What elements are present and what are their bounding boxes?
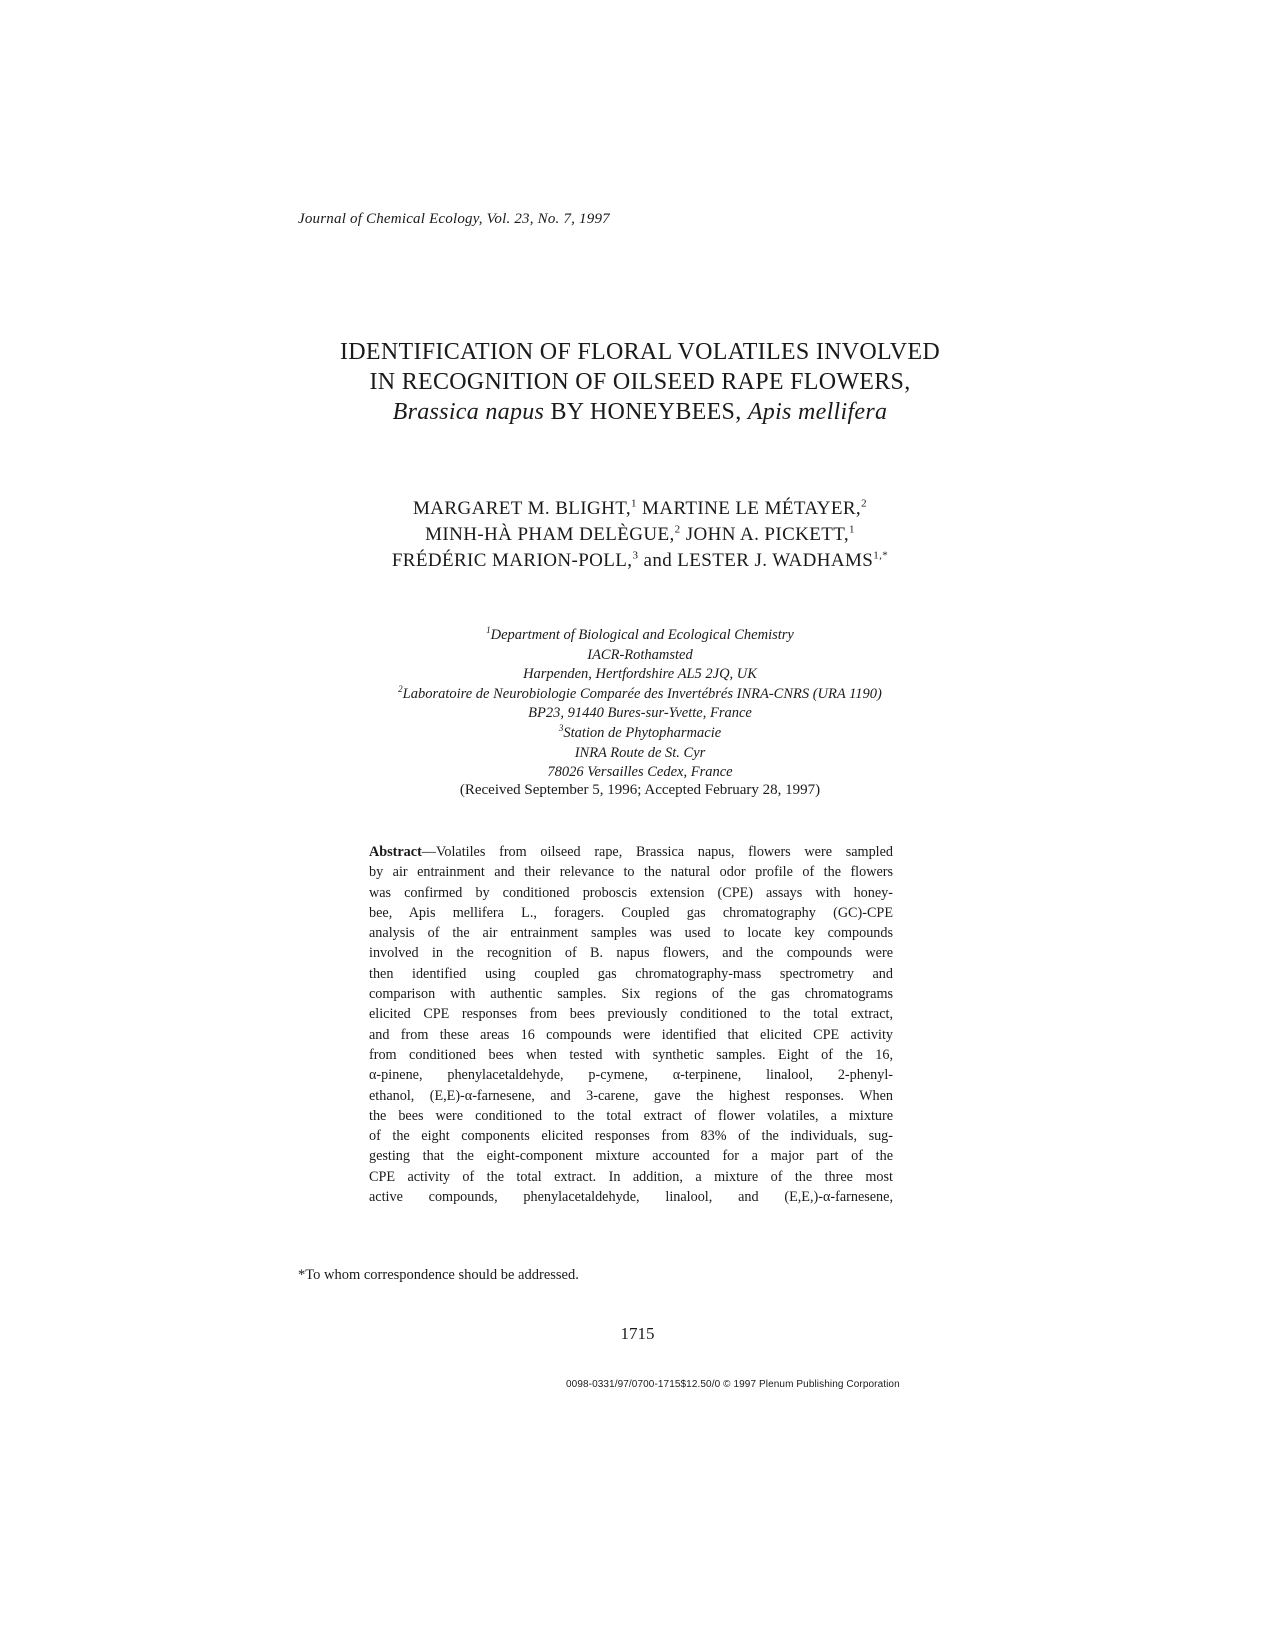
abstract-line: CPE activity of the total extract. In addition, a mixture of the three most [369,1168,893,1185]
affiliation-2-line-1 [200,685,1080,705]
author-pickett: JOHN A. PICKETT, [680,524,850,545]
abstract-line [369,842,893,862]
abstract-line: was confirmed by conditioned proboscis extension (CPE) assays with honey- [369,884,893,901]
author-pham-delegue: MINH-HÀ PHAM DELÈGUE, [425,524,675,545]
abstract-line: ethanol, (E,E)-α-farnesene, and 3-carene, gave the highest responses. When [369,1087,893,1104]
correspondence-footnote: *To whom correspondence should be addressed. [298,1267,579,1283]
author-wadhams: and LESTER J. WADHAMS [638,550,874,571]
author-list [200,496,1080,574]
abstract-label: Abstract [369,844,422,860]
affiliation-3-marker: 3 [558,723,564,734]
author-line-3 [200,548,1080,574]
author-le-metayer: MARTINE LE MÉTAYER, [636,498,862,519]
article-title [200,337,1080,427]
abstract-line: of the eight components elicited responses from 83% of the individuals, sug- [369,1128,893,1145]
author-marion-poll-affil: 3 [632,549,639,562]
affiliation-2-line-2: BP23, 91440 Bures-sur-Yvette, France [528,705,752,722]
abstract-line: from conditioned bees when tested with synthetic samples. Eight of the 16, [369,1046,893,1063]
abstract-line: gesting that the eight-component mixture accounted for a major part of the [369,1148,893,1165]
author-marion-poll: FRÉDÉRIC MARION-POLL, [391,550,633,571]
affiliation-1-marker: 1 [486,625,491,636]
affiliation-3-text: Station de Phytopharmacie [563,724,722,741]
title-line-2: IN RECOGNITION OF OILSEED RAPE FLOWERS, [369,369,911,395]
page-number: 1715 [620,1324,655,1343]
author-blight: MARGARET M. BLIGHT, [412,498,631,519]
abstract-line: analysis of the air entrainment samples was used to locate key compounds [369,925,893,942]
abstract-line: the bees were conditioned to the total extract of flower volatiles, a mixture [369,1107,893,1124]
abstract-line: and from these areas 16 compounds were identified that elicited CPE activity [369,1026,893,1043]
author-wadhams-affil: 1,* [873,549,889,562]
affiliation-3-line-3: 78026 Versailles Cedex, France [547,764,733,781]
title-species-brassica: Brassica napus [392,399,545,425]
received-accepted-dates: (Received September 5, 1996; Accepted February 28, 1997) [459,782,821,798]
affiliation-1-line-3: Harpenden, Hertfordshire AL5 2JQ, UK [523,666,757,683]
abstract-line: active compounds, phenylacetaldehyde, linalool, and (E,E,)-α-farnesene, [369,1189,893,1206]
author-pickett-affil: 1 [849,523,855,536]
title-by-honeybees: BY HONEYBEES, [544,399,748,425]
abstract-line-text: —Volatiles from oilseed rape, Brassica napus, flowers were sampled [421,844,893,860]
abstract-line: involved in the recognition of B. napus flowers, and the compounds were [369,945,893,962]
title-line-3 [200,397,1080,427]
affiliation-3-line-1 [200,724,1080,744]
abstract-line: comparison with authentic samples. Six regions of the gas chromatograms [369,986,893,1003]
copyright-line: 0098-0331/97/0700-1715$12.50/0 © 1997 Plenum Publishing Corporation [566,1379,900,1390]
abstract-line: by air entrainment and their relevance to the natural odor profile of the flowers [369,864,893,881]
affiliation-1-text: Department of Biological and Ecological Chemistry [490,627,794,643]
affiliation-1-line-1 [200,626,1080,646]
journal-citation: Journal of Chemical Ecology, Vol. 23, No. 7, 1997 [298,211,610,227]
abstract-line: then identified using coupled gas chromatography-mass spectrometry and [369,965,893,982]
abstract [369,842,893,1207]
author-line-2 [200,522,1080,548]
abstract-line: elicited CPE responses from bees previously conditioned to the total extract, [369,1006,893,1023]
author-blight-affil: 1 [631,497,637,510]
affiliations [200,626,1080,783]
author-line-1 [200,496,1080,522]
affiliation-1-line-2: IACR-Rothamsted [587,646,693,663]
abstract-line: bee, Apis mellifera L., foragers. Coupled gas chromatography (GC)-CPE [369,904,893,921]
author-le-metayer-affil: 2 [861,497,867,510]
title-line-1: IDENTIFICATION OF FLORAL VOLATILES INVOLVED [340,339,940,365]
abstract-line: α-pinene, phenylacetaldehyde, p-cymene, α-terpinene, linalool, 2-phenyl- [369,1067,893,1084]
title-species-apis: Apis mellifera [747,399,888,425]
affiliation-2-text: Laboratoire de Neurobiologie Comparée des Invertébrés INRA-CNRS (URA 1190) [402,685,882,702]
affiliation-2-marker: 2 [398,683,403,694]
author-pham-delegue-affil: 2 [674,523,681,536]
affiliation-3-line-2: INRA Route de St. Cyr [574,744,706,761]
